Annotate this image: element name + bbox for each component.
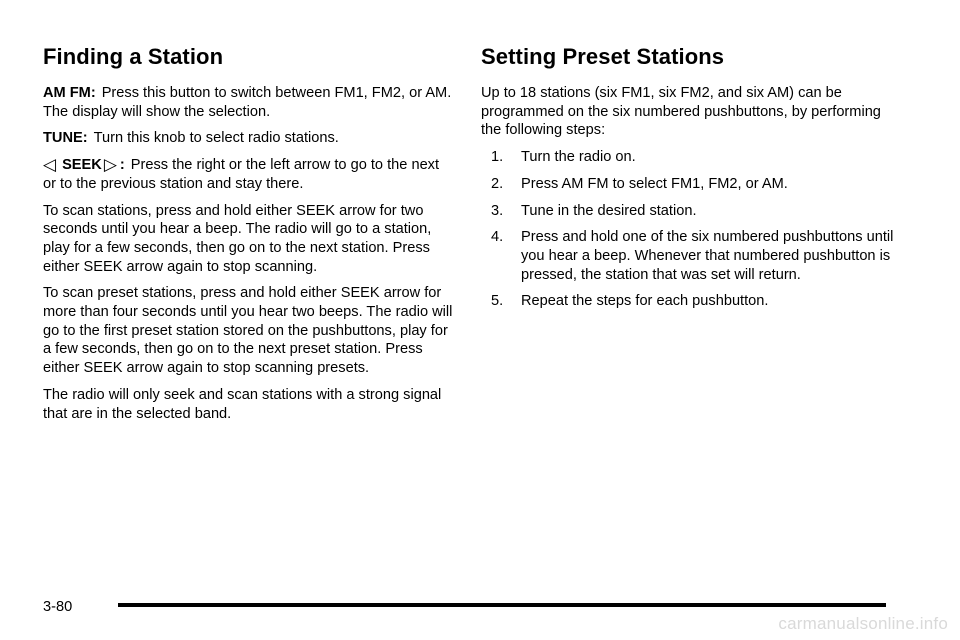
list-item <box>491 148 901 167</box>
tune-term: TUNE: <box>43 130 88 147</box>
step-number: 2. <box>491 175 504 192</box>
list-item <box>491 228 901 284</box>
signal-paragraph: The radio will only seek and scan stations with a strong signal that are in the selected band. <box>43 386 442 422</box>
list-item <box>491 175 901 194</box>
step-text: Press AM FM to select FM1, FM2, or AM. <box>521 175 788 192</box>
seek-right-arrow-icon: ▷ <box>103 155 117 175</box>
left-column <box>43 42 453 431</box>
tune-paragraph <box>43 129 453 148</box>
list-item <box>491 292 901 311</box>
step-number: 3. <box>491 202 504 219</box>
seek-paragraph <box>43 156 453 193</box>
seek-left-arrow-icon: ◁ <box>43 155 57 175</box>
step-text: Turn the radio on. <box>521 149 636 166</box>
am-fm-text: Press this button to switch between FM1, FM2, or AM. The display will show the selection. <box>43 85 452 120</box>
right-column <box>481 42 901 319</box>
watermark: carmanualsonline.info <box>778 614 948 633</box>
am-fm-term: AM FM: <box>43 85 96 101</box>
step-text: Press and hold one of the six numbered pushbuttons until you hear a beep. Whenever that numbered pushbutton is pressed, the station that was set will return. <box>521 229 894 283</box>
footer-divider <box>118 603 886 607</box>
seek-colon: : <box>119 157 125 174</box>
seek-text: Press the right or the left arrow to go to the next or to the previous station and stay there. <box>43 157 440 192</box>
step-text: Tune in the desired station. <box>521 202 697 219</box>
seek-term: SEEK <box>62 157 102 174</box>
step-number: 1. <box>491 149 504 166</box>
preset-steps-list <box>481 148 901 311</box>
step-text: Repeat the steps for each pushbutton. <box>521 293 769 310</box>
scan-paragraph: To scan stations, press and hold either SEEK arrow for two seconds until you hear a beep. The radio will go to a station, play for a few seconds, then go on to the next station. Press either SEEK arrow again to stop scanning. <box>43 202 432 275</box>
list-item <box>491 202 901 221</box>
tune-text: Turn this knob to select radio stations. <box>93 130 339 147</box>
section-title-finding-a-station: Finding a Station <box>43 44 224 69</box>
section-title-setting-preset-stations: Setting Preset Stations <box>481 44 725 69</box>
preset-intro-paragraph: Up to 18 stations (six FM1, six FM2, and six AM) can be programmed on the six numbered pushbuttons, by performing the following steps: <box>481 85 881 139</box>
scan-preset-paragraph: To scan preset stations, press and hold either SEEK arrow for more than four seconds until you hear two beeps. The radio will go to the first preset station stored on the pushbuttons, play for a few seconds, then go on to the next preset station. Press either SEEK arrow again to stop scanning presets. <box>43 285 453 377</box>
step-number: 4. <box>491 229 504 246</box>
page-number: 3-80 <box>43 599 73 615</box>
am-fm-paragraph <box>43 84 453 121</box>
step-number: 5. <box>491 293 504 310</box>
